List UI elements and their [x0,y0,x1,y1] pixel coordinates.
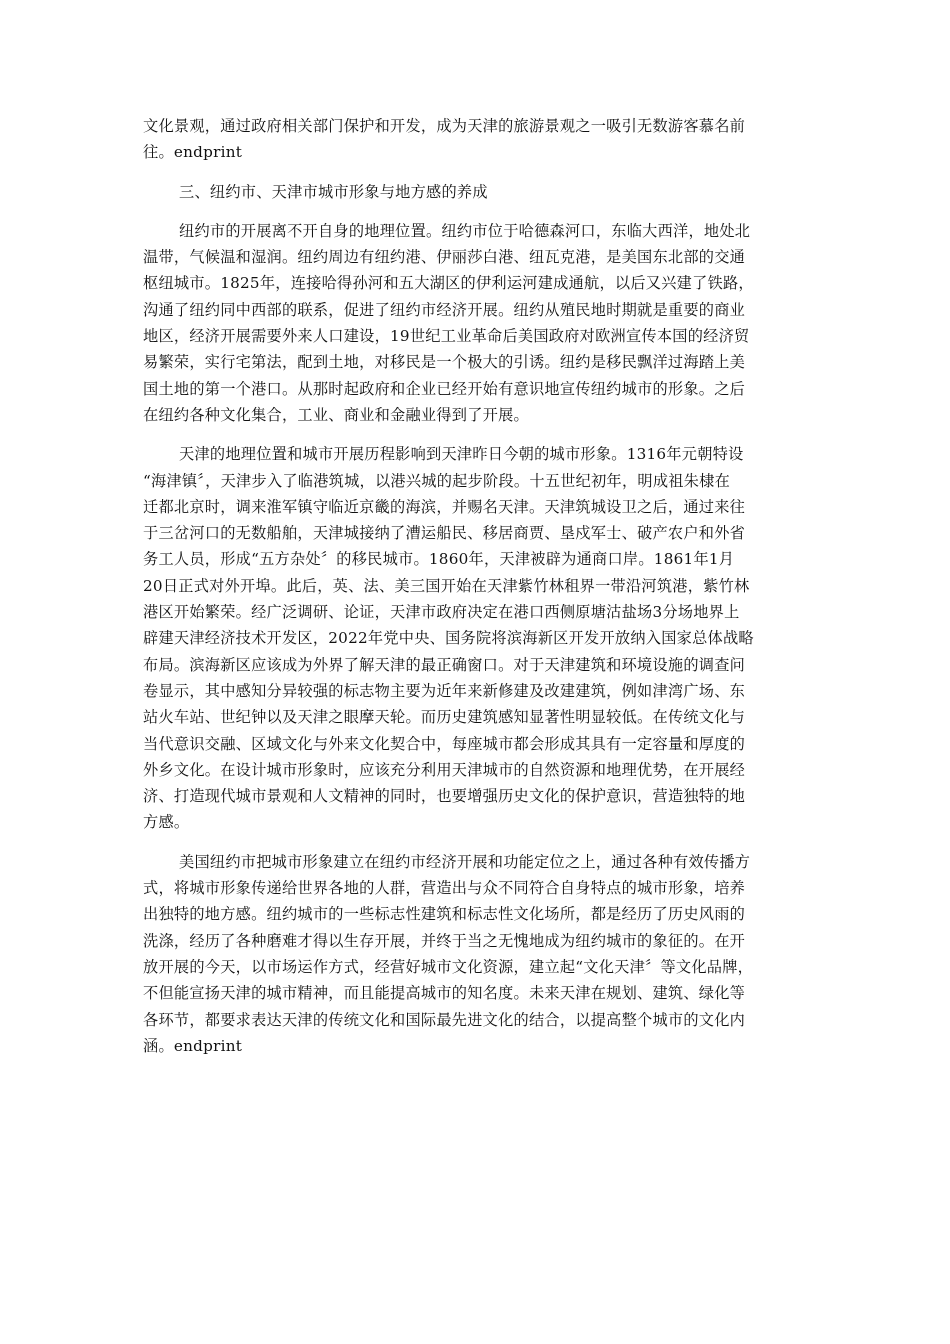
paragraph-tianjin [143,441,811,835]
paragraph-continuation [143,113,811,166]
paragraph-new-york [143,218,811,428]
text-line: 站火车站、世纪钟以及天津之眼摩天轮。而历史建筑感知显著性明显较低。在传统文化与 [143,708,746,727]
text-line: 文化景观，通过政府相关部门保护和开发，成为天津的旅游景观之一吸引无数游客慕名前 [143,117,746,135]
text-line: 卷显示，其中感知分异较强的标志物主要为近年来新修建及改建建筑，例如津湾广场、东 [143,681,746,700]
text-line: 济、打造现代城市景观和人文精神的同时，也要增强历史文化的保护意识，营造独特的地 [143,787,746,806]
text-line: 沟通了纽约同中西部的联系，促进了纽约市经济开展。纽约从殖民地时期就是重要的商业 [143,300,746,319]
text-line: 国土地的第一个港口。从那时起政府和企业已经开始有意识地宣传纽约城市的形象。之后 [143,379,746,398]
text-line: 当代意识交融、区域文化与外来文化契合中，每座城市都会形成其具有一定容量和厚度的 [143,734,746,753]
text-line: 出独特的地方感。纽约城市的一些标志性建筑和标志性文化场所，都是经历了历史风雨的 [143,905,746,924]
text-line: 温带，气候温和湿润。纽约周边有纽约港、伊丽莎白港、纽瓦克港，是美国东北部的交通 [143,248,746,267]
text-line: 迁都北京时，调来淮军镇守临近京畿的海滨，并赐名天津。天津筑城设卫之后，通过来往 [143,497,746,516]
document-page [143,113,811,1059]
text-line: 外乡文化。在设计城市形象时，应该充分利用天津城市的自然资源和地理优势，在开展经 [143,760,746,779]
text-line: 天津的地理位置和城市开展历程影响到天津昨日今朝的城市形象。1316年元朝特设 [179,445,744,464]
section-heading-block [143,179,811,205]
text-line: 辟建天津经济技术开发区，2022年党中央、国务院将滨海新区开发开放纳入国家总体战略 [143,629,754,648]
text-line: 20日正式对外开埠。此后，英、法、美三国开始在天津紫竹林租界一带沿河筑港，紫竹林 [143,576,750,595]
section-heading: 三、纽约市、天津市城市形象与地方感的养成 [179,182,488,201]
text-line: 各环节，都要求表达天津的传统文化和国际最先进文化的结合，以提高整个城市的文化内 [143,1010,746,1029]
paragraph-comparison [143,849,811,1059]
text-line: 枢纽城市。1825年，连接哈得孙河和五大湖区的伊利运河建成通航，以后又兴建了铁路， [143,274,754,293]
text-line: 于三岔河口的无数船舶，天津城接纳了漕运船民、移居商贾、垦戍军士、破产农户和外省 [143,524,746,543]
text-line: 美国纽约市把城市形象建立在纽约市经济开展和功能定位之上，通过各种有效传播方 [179,852,751,871]
text-line: 放开展的今天，以市场运作方式，经营好城市文化资源，建立起“文化天津〞等文化品牌， [143,957,754,976]
text-line: 不但能宣扬天津的城市精神，而且能提高城市的知名度。未来天津在规划、建筑、绿化等 [143,984,746,1003]
text-line: 务工人员，形成“五方杂处〞的移民城市。1860年，天津被辟为通商口岸。1861年1月 [143,550,735,569]
text-line: 方感。 [143,813,190,832]
text-line: 布局。滨海新区应该成为外界了解天津的最正确窗口。对于天津建筑和环境设施的调查问 [143,655,746,674]
text-line: 涵。endprint [143,1036,243,1055]
text-line: 式，将城市形象传递给世界各地的人群，营造出与众不同符合自身特点的城市形象，培养 [143,879,746,898]
text-line: 易繁荣，实行宅第法，配到土地，对移民是一个极大的引诱。纽约是移民飘洋过海踏上美 [143,353,746,372]
text-line: 洗涤，经历了各种磨难才得以生存开展，并终于当之无愧地成为纽约城市的象征的。在开 [143,931,746,950]
text-line: 纽约市的开展离不开自身的地理位置。纽约市位于哈德森河口，东临大西洋，地处北 [179,221,751,240]
text-line: 在纽约各种文化集合，工业、商业和金融业得到了开展。 [143,405,529,424]
text-line: 往。endprint [143,143,243,162]
text-line: 港区开始繁荣。经广泛调研、论证，天津市政府决定在港口西侧原塘沽盐场3分场地界上 [143,603,740,622]
text-line: 地区，经济开展需要外来人口建设，19世纪工业革命后美国政府对欧洲宣传本国的经济贸 [143,327,750,346]
text-line: “海津镇〞，天津步入了临港筑城，以港兴城的起步阶段。十五世纪初年，明成祖朱棣在 [143,471,731,490]
